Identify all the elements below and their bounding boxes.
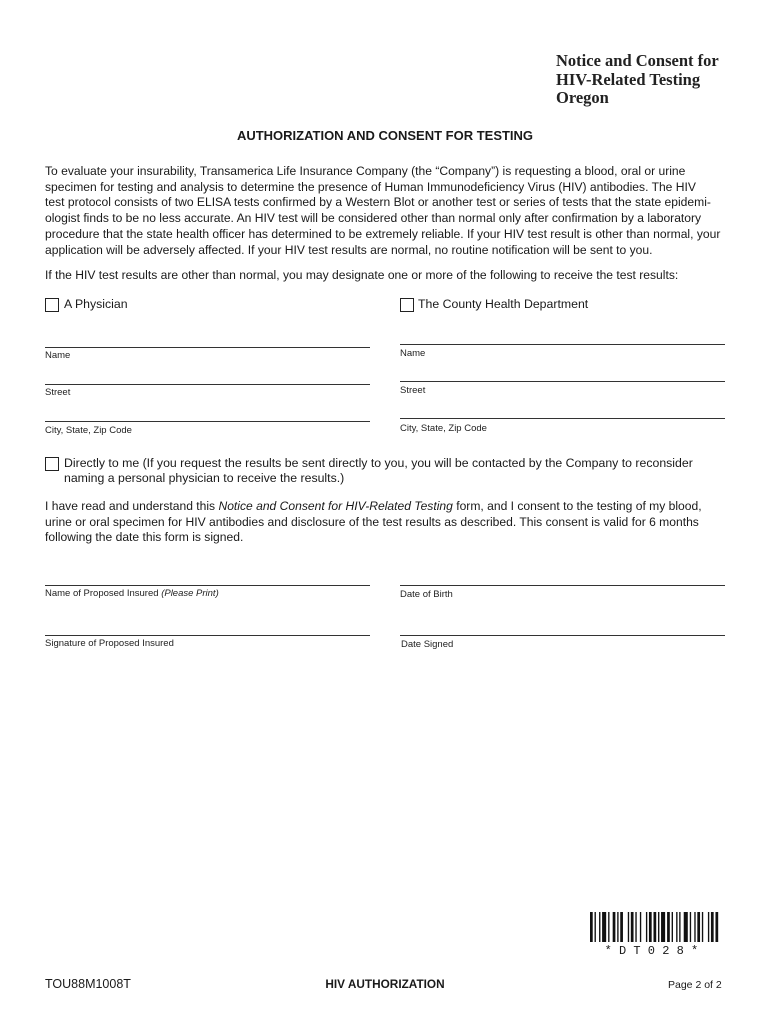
barcode-bar: [667, 912, 670, 942]
form-code: TOU88M1008T: [45, 977, 131, 991]
barcode-bar: [653, 912, 656, 942]
directly-to-me-text: [64, 456, 734, 486]
county-street-label: Street: [400, 385, 426, 396]
insured-name-label: [45, 588, 219, 599]
barcode-bar: [661, 912, 665, 942]
county-street-field[interactable]: [400, 381, 725, 382]
barcode-bar: [684, 912, 688, 942]
consent-line-1-post: form, and I consent to the testing of my blood,: [452, 499, 702, 513]
intro-line: application will be adversely affected. If your HIV test results are normal, no routine notification will be sent to you.: [45, 242, 653, 257]
county-name-field[interactable]: [400, 344, 725, 345]
insured-name-field[interactable]: [45, 585, 370, 586]
barcode-bar: [608, 912, 609, 942]
barcode-bar: [658, 912, 659, 942]
form-title-line-2: HIV-Related Testing: [556, 69, 701, 89]
barcode-bar: [646, 912, 647, 942]
barcode-bar: [620, 912, 623, 942]
intro-line: procedure that the state health officer has determined to be extremely reliable. If your HIV test result is other than normal, your: [45, 226, 721, 241]
barcode-bar: [697, 912, 700, 942]
footer-title: HIV AUTHORIZATION: [325, 977, 445, 991]
physician-street-label: Street: [45, 387, 71, 398]
barcode-text: *DT028*: [604, 944, 706, 958]
barcode-bar: [708, 912, 709, 942]
barcode-bar: [649, 912, 652, 942]
county-health-option-label: The County Health Department: [418, 297, 589, 311]
physician-checkbox[interactable]: [45, 298, 59, 312]
physician-option-label: A Physician: [64, 297, 128, 311]
barcode-bar: [595, 912, 596, 942]
county-health-checkbox[interactable]: [400, 298, 414, 312]
physician-name-field[interactable]: [45, 347, 370, 348]
barcode-bar: [702, 912, 703, 942]
form-name-italic: Notice and Consent for HIV-Related Testing: [218, 499, 453, 513]
barcode-bar: [613, 912, 616, 942]
form-title: [556, 52, 756, 108]
date-signed-label: Date Signed: [401, 639, 454, 650]
directly-to-me-checkbox[interactable]: [45, 457, 59, 471]
barcode-bar: [690, 912, 691, 942]
directly-line-1: Directly to me (If you request the results be sent directly to you, you will be contacted by the Company to reconsider: [64, 456, 693, 470]
physician-city-label: City, State, Zip Code: [45, 425, 132, 436]
intro-line: To evaluate your insurability, Transamerica Life Insurance Company (the “Company”) is requesting a blood, oral or urine: [45, 164, 686, 178]
date-of-birth-field[interactable]: [400, 585, 725, 586]
barcode-bar: [715, 912, 718, 942]
barcode-bar: [711, 912, 714, 942]
section-heading: AUTHORIZATION AND CONSENT FOR TESTING: [236, 128, 534, 143]
designate-text: [45, 268, 730, 284]
consent-paragraph: [45, 499, 730, 546]
date-of-birth-label: Date of Birth: [400, 589, 453, 600]
directly-line-2: naming a personal physician to receive the results.): [64, 471, 345, 485]
insured-signature-label: Signature of Proposed Insured: [45, 638, 174, 649]
barcode-bar: [590, 912, 593, 942]
physician-city-field[interactable]: [45, 421, 370, 422]
barcode-bar: [617, 912, 618, 942]
consent-line-2: urine or oral specimen for HIV antibodies and disclosure of the test results as described. This consent is valid for 6 months: [45, 514, 699, 529]
barcode-bar: [694, 912, 695, 942]
insured-name-hint: (Please Print): [161, 588, 219, 599]
consent-line-1-pre: I have read and understand this: [45, 499, 219, 513]
physician-name-label: Name: [45, 350, 71, 361]
barcode-bar: [676, 912, 677, 942]
form-title-line-3: Oregon: [556, 88, 609, 107]
designate-line: If the HIV test results are other than normal, you may designate one or more of the following to receive the test results:: [45, 268, 679, 282]
intro-paragraph: [45, 164, 730, 258]
barcode-bar: [640, 912, 641, 942]
insured-signature-field[interactable]: [45, 635, 370, 636]
insured-name-label-text: Name of Proposed Insured: [45, 588, 162, 599]
page-number: Page 2 of 2: [668, 979, 722, 991]
intro-line: test protocol consists of two ELISA tests confirmed by a Western Blot or another test or series of tests that the state epidemi-: [45, 195, 711, 210]
consent-line-3: following the date this form is signed.: [45, 530, 244, 545]
barcode-bar: [628, 912, 629, 942]
barcode-bar: [631, 912, 634, 942]
county-city-label: City, State, Zip Code: [400, 423, 487, 434]
county-name-label: Name: [400, 348, 426, 359]
intro-line: specimen for testing and analysis to determine the presence of Human Immunodeficiency Virus (HIV) antibodies. The HIV: [45, 179, 696, 194]
barcode-bar: [679, 912, 680, 942]
consent-line-1: [45, 499, 730, 515]
date-signed-field[interactable]: [400, 635, 725, 636]
form-title-line-1: Notice and Consent for: [556, 51, 719, 70]
barcode-bar: [672, 912, 673, 942]
barcode-image: [590, 912, 720, 942]
intro-line: ologist finds to be no less accurate. An HIV test will be considered other than normal only after confirmation by a laboratory: [45, 211, 702, 226]
physician-street-field[interactable]: [45, 384, 370, 385]
barcode-bar: [599, 912, 600, 942]
barcode-bar: [635, 912, 636, 942]
county-city-field[interactable]: [400, 418, 725, 419]
barcode-bar: [602, 912, 606, 942]
